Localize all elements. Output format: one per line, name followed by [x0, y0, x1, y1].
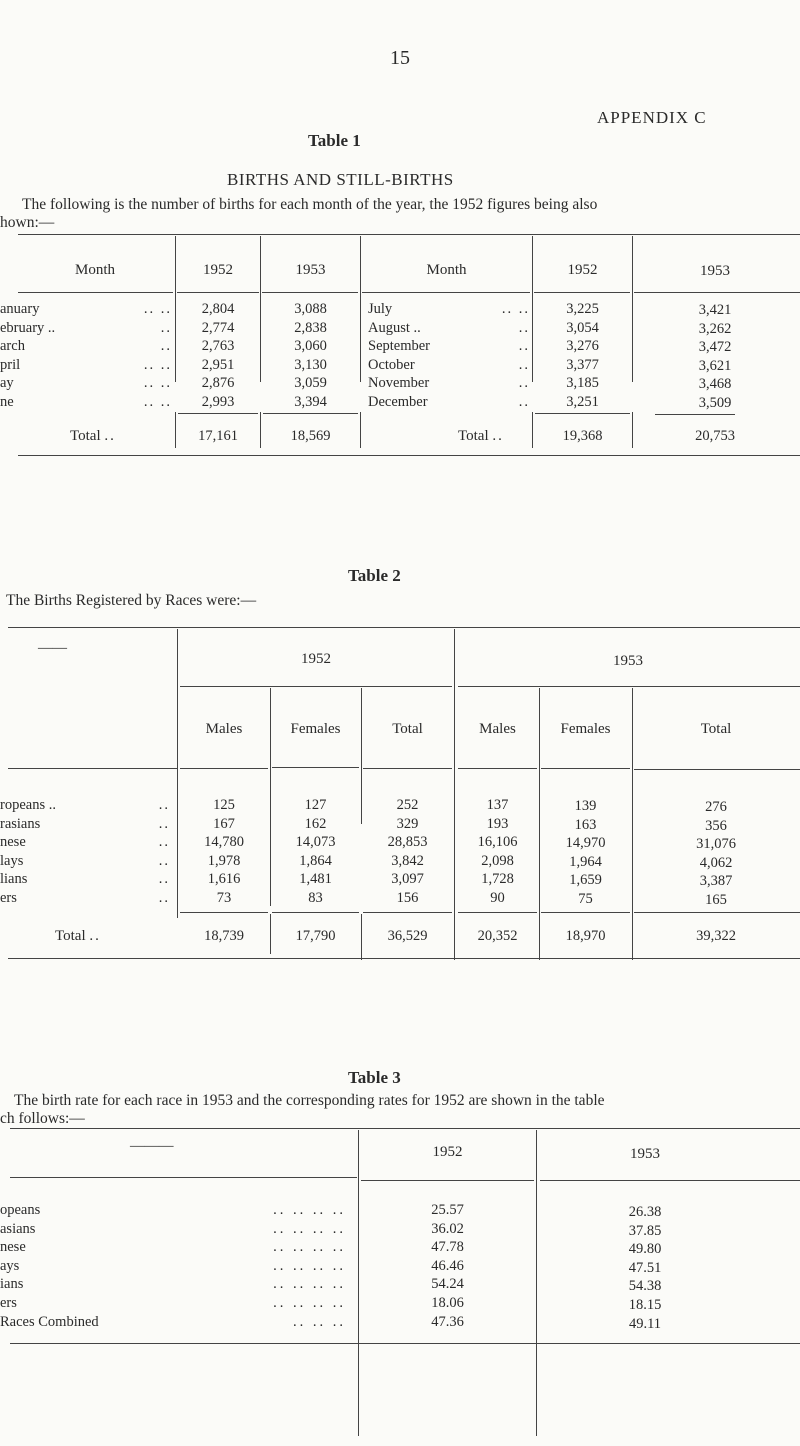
table1-caption: BIRTHS AND STILL-BIRTHS [227, 170, 454, 189]
total-label: Total [70, 428, 101, 444]
leader-dots: .. [104, 428, 116, 444]
table2-intro: The Births Registered by Races were:— [6, 592, 257, 609]
table2-header-females-1953: Females [560, 721, 611, 737]
value-cell: 18.06 [431, 1294, 464, 1311]
value-cell: 49.80 [628, 1241, 662, 1258]
value-cell: 162 [304, 815, 327, 832]
table1-left-1953 [263, 300, 358, 412]
month-label: ne [0, 393, 14, 410]
table1-left-months [0, 300, 108, 412]
leader-dots: .. .. .. .. [273, 1202, 346, 1218]
value-cell: 26.38 [628, 1204, 662, 1220]
value-cell: 90 [490, 889, 505, 906]
table2-total-1953 [634, 798, 798, 910]
table2-total-total-1952: 36,529 [387, 928, 428, 944]
value-cell: 1,964 [569, 853, 602, 870]
table1-col-divider [360, 412, 361, 448]
table1-sum-rule [178, 413, 258, 414]
table1-right-total-1953: 20,753 [695, 428, 735, 444]
table1-sum-rule [263, 413, 358, 414]
value-cell: 31,076 [696, 836, 736, 853]
table1-header-rule [362, 292, 530, 293]
table3-header-1952: 1952 [432, 1144, 463, 1160]
value-cell: 14,780 [204, 834, 244, 851]
table1-total-label [70, 428, 116, 445]
table1-left-dots [112, 300, 172, 412]
table3-races [0, 1201, 190, 1331]
value-cell: 4,062 [699, 854, 733, 871]
value-cell: 3,251 [566, 393, 599, 410]
month-label: July [368, 301, 393, 317]
table1-header-1953-2: 1953 [700, 263, 730, 279]
race-label: ers [0, 889, 17, 906]
value-cell: 139 [574, 798, 597, 814]
value-cell: 3,276 [566, 338, 599, 355]
table2-col-divider [270, 770, 271, 906]
value-cell: 37.85 [628, 1222, 662, 1239]
value-cell: 163 [574, 816, 597, 833]
table2-males-1952 [180, 796, 268, 908]
table1-top-rule [18, 234, 800, 235]
table2-header-total-1952: Total [392, 721, 423, 737]
table2-header-rule [272, 767, 359, 768]
value-cell: 137 [486, 797, 509, 813]
leader-dots: .. [158, 852, 170, 869]
value-cell: 165 [705, 891, 727, 908]
table1-header-1953: 1953 [295, 262, 326, 278]
table2-total-males-1953: 20,352 [477, 928, 518, 944]
table2-header-rule [634, 769, 800, 770]
value-cell: 75 [578, 890, 593, 907]
table3-bottom-rule [10, 1343, 800, 1344]
value-cell: 3,054 [566, 319, 599, 336]
value-cell: 73 [216, 889, 232, 906]
value-cell: 252 [396, 797, 419, 813]
table3-stub-header: ——— [130, 1138, 174, 1154]
table2-total-1952 [363, 796, 452, 908]
leader-dots: .. [158, 889, 170, 906]
leader-dots: .. .. [143, 356, 172, 373]
table3-rates-1953 [540, 1203, 750, 1333]
table1-bottom-rule [18, 455, 800, 456]
value-cell: 276 [705, 799, 727, 815]
table3-stub-divider [358, 1130, 359, 1436]
leader-dots: .. .. .. .. [273, 1239, 346, 1256]
value-cell: 3,060 [294, 338, 327, 355]
table1-header-1952: 1952 [203, 262, 233, 278]
table1-col-divider [532, 236, 533, 382]
table1-right-1953 [635, 301, 795, 413]
table2-total-females-1953: 18,970 [565, 928, 606, 944]
leader-dots: .. [518, 338, 530, 355]
table2-col-divider [539, 914, 540, 960]
value-cell: 54.38 [628, 1278, 662, 1295]
value-cell: 3,185 [566, 375, 599, 392]
total-label: Total [458, 428, 489, 444]
value-cell: 2,774 [201, 319, 235, 336]
table3-header-rule [361, 1180, 534, 1181]
month-label: pril [0, 356, 21, 373]
value-cell: 3,421 [698, 302, 732, 318]
leader-dots: .. [518, 356, 530, 373]
table2-col-divider [361, 770, 362, 822]
month-label: ebruary .. [0, 319, 56, 336]
table1-col-divider [360, 236, 361, 382]
leader-dots: .. [158, 797, 170, 813]
leader-dots: .. .. .. .. [273, 1257, 346, 1274]
table3-col-divider [536, 1130, 537, 1436]
table2-total-total-1953: 39,322 [696, 928, 736, 944]
value-cell: 3,130 [294, 356, 327, 373]
value-cell: 3,472 [698, 339, 732, 356]
value-cell: 125 [213, 797, 235, 813]
table2-col-divider [632, 914, 633, 960]
table1-col-divider [632, 412, 633, 448]
table3-intro-line1: The birth rate for each race in 1953 and the corresponding rates for 1952 are shown in the table [14, 1092, 605, 1109]
table2-header-total-1953: Total [700, 721, 732, 737]
value-cell: 127 [304, 797, 327, 813]
race-label: lays [0, 852, 24, 869]
table1-intro-line1: The following is the number of births for each month of the year, the 1952 figures being also [22, 196, 598, 213]
month-label: October [368, 356, 415, 373]
table1-right-total-label [458, 428, 504, 445]
value-cell: 167 [213, 815, 235, 832]
table1-col-divider [175, 412, 176, 448]
race-label: Races Combined [0, 1313, 99, 1330]
table2-sum-rule [180, 912, 268, 913]
leader-dots: .. .. .. .. [273, 1276, 346, 1293]
table1-col-divider [632, 236, 633, 382]
table2-col-divider [361, 914, 362, 960]
table2-total-males-1952: 18,739 [204, 928, 244, 944]
value-cell: 3,097 [391, 871, 424, 888]
table2-title: Table 2 [348, 566, 401, 585]
table1-col-divider [260, 412, 261, 448]
table1-right-1952 [535, 300, 630, 412]
value-cell: 2,951 [201, 356, 235, 373]
value-cell: 3,262 [698, 320, 732, 337]
race-label: ers [0, 1294, 17, 1311]
race-label: ians [0, 1276, 24, 1293]
value-cell: 3,059 [294, 375, 327, 392]
value-cell: 47.36 [431, 1313, 464, 1330]
table1-left-total-1952: 17,161 [198, 428, 238, 444]
value-cell: 1,481 [299, 871, 332, 888]
table2-sum-rule [541, 912, 630, 913]
table2-col-divider [270, 914, 271, 954]
value-cell: 3,225 [566, 301, 599, 317]
table2-females-1953 [541, 797, 630, 909]
value-cell: 3,468 [698, 376, 732, 393]
page-number: 15 [390, 47, 410, 69]
leader-dots: .. [518, 375, 530, 392]
value-cell: 156 [396, 889, 419, 906]
table2-year-rule [180, 686, 452, 687]
table2-year-1952: 1952 [301, 651, 331, 667]
table2-col-divider [632, 770, 633, 918]
table2-sum-rule [272, 912, 359, 913]
leader-dots: .. [158, 871, 170, 888]
leader-dots: .. .. [501, 301, 530, 317]
month-label: September [368, 338, 431, 355]
table1-header-1952-2: 1952 [567, 262, 598, 278]
race-label: ropeans .. [0, 797, 56, 813]
value-cell: 3,842 [391, 852, 424, 869]
table1-right-months [368, 300, 478, 412]
race-label: nese [0, 834, 26, 851]
table2-sum-rule [458, 912, 537, 913]
value-cell: 14,073 [295, 834, 336, 851]
table1-title: Table 1 [308, 131, 361, 150]
table2-header-rule [363, 768, 452, 769]
table2-sum-rule [634, 912, 800, 913]
value-cell: 47.78 [431, 1239, 464, 1256]
race-label: ays [0, 1257, 20, 1274]
table2-header-rule [458, 768, 537, 769]
table1-sum-rule [655, 414, 735, 415]
month-label: August .. [368, 319, 421, 336]
month-label: arch [0, 338, 25, 355]
table2-total-females-1952: 17,790 [295, 928, 336, 944]
value-cell: 18.15 [628, 1296, 662, 1313]
table1-intro-line2: hown:— [0, 214, 55, 231]
table3-header-1953: 1953 [630, 1146, 660, 1162]
table1-header-month-2: Month [426, 262, 467, 278]
value-cell: 1,978 [207, 852, 241, 869]
leader-dots: .. [158, 815, 170, 832]
leader-dots: .. [89, 928, 101, 944]
table1-col-divider [175, 236, 176, 382]
leader-dots: .. [492, 428, 504, 444]
table2-sum-rule [363, 912, 452, 913]
table2-females-1952 [272, 796, 359, 908]
table1-left-1952 [178, 300, 258, 412]
table1-left-total-1953: 18,569 [290, 428, 331, 444]
value-cell: 1,728 [481, 871, 514, 888]
table2-header-rule [8, 768, 178, 769]
table3-rates-1952 [361, 1201, 534, 1331]
table1-header-rule [18, 292, 173, 293]
value-cell: 83 [308, 889, 323, 906]
table1-right-total-1952: 19,368 [562, 428, 603, 444]
table3-top-rule [10, 1128, 800, 1129]
table2-stub-header: —— [38, 640, 67, 656]
value-cell: 2,098 [481, 852, 514, 869]
value-cell: 3,377 [566, 356, 599, 373]
appendix-label: APPENDIX C [597, 108, 707, 127]
table2-year-rule [458, 686, 800, 687]
leader-dots: .. .. .. .. [273, 1220, 346, 1237]
table1-header-rule [634, 292, 800, 293]
table2-races [0, 796, 120, 908]
value-cell: 2,804 [201, 301, 235, 317]
leader-dots: .. .. [143, 375, 172, 392]
race-label: asians [0, 1220, 36, 1237]
table2-year-divider [454, 770, 455, 918]
value-cell: 193 [486, 815, 509, 832]
table3-race-dots [196, 1201, 346, 1331]
race-label: lians [0, 871, 28, 888]
table1-header-month: Month [74, 262, 115, 278]
leader-dots: .. .. [143, 393, 172, 410]
table2-males-1953 [458, 796, 537, 908]
table1-col-divider [532, 412, 533, 448]
table1-sum-rule [535, 413, 630, 414]
value-cell: 25.57 [431, 1202, 464, 1218]
value-cell: 329 [396, 815, 419, 832]
table2-race-dots [126, 796, 170, 908]
table2-header-rule [541, 768, 630, 769]
table3-header-rule [10, 1177, 357, 1178]
value-cell: 356 [705, 817, 727, 834]
month-label: November [368, 375, 430, 392]
table2-total-label [55, 928, 101, 945]
leader-dots: .. [518, 393, 530, 410]
month-label: anuary [0, 301, 40, 317]
table2-header-males-1953: Males [479, 721, 516, 737]
value-cell: 3,088 [294, 301, 327, 317]
race-label: rasians [0, 815, 41, 832]
table2-header-rule [180, 768, 268, 769]
table3-header-rule [540, 1180, 800, 1181]
table3-intro-line2: ch follows:— [0, 1110, 85, 1127]
value-cell: 47.51 [628, 1259, 662, 1276]
value-cell: 3,394 [294, 393, 327, 410]
month-label: December [368, 393, 428, 410]
leader-dots: .. [518, 319, 530, 336]
value-cell: 2,763 [201, 338, 235, 355]
table1-right-dots [480, 300, 530, 412]
value-cell: 1,616 [207, 871, 241, 888]
value-cell: 14,970 [565, 835, 606, 852]
table2-col-divider [539, 770, 540, 918]
leader-dots: .. [160, 338, 172, 355]
month-label: ay [0, 375, 14, 392]
table1-col-divider [260, 236, 261, 382]
value-cell: 2,838 [294, 319, 327, 336]
leader-dots: .. .. .. [293, 1313, 346, 1330]
table2-year-divider [454, 914, 455, 960]
table2-stub-divider [177, 770, 178, 918]
table2-top-rule [8, 627, 800, 628]
value-cell: 28,853 [387, 834, 428, 851]
value-cell: 49.11 [628, 1315, 662, 1332]
value-cell: 1,659 [569, 872, 602, 889]
value-cell: 3,387 [699, 873, 733, 890]
table1-header-rule [262, 292, 358, 293]
leader-dots: .. .. .. .. [273, 1294, 346, 1311]
table2-year-1953: 1953 [613, 653, 643, 669]
value-cell: 1,864 [299, 852, 332, 869]
total-label: Total [55, 928, 86, 944]
race-label: opeans [0, 1202, 41, 1218]
table2-bottom-rule [8, 958, 800, 959]
value-cell: 3,621 [698, 357, 732, 374]
table3-title: Table 3 [348, 1068, 401, 1087]
table2-header-males-1952: Males [205, 721, 243, 737]
value-cell: 3,509 [698, 394, 732, 411]
leader-dots: .. [160, 319, 172, 336]
table1-header-rule [177, 292, 259, 293]
race-label: nese [0, 1239, 26, 1256]
value-cell: 46.46 [431, 1257, 464, 1274]
value-cell: 36.02 [431, 1220, 464, 1237]
value-cell: 54.24 [431, 1276, 464, 1293]
value-cell: 16,106 [477, 834, 518, 851]
value-cell: 2,993 [201, 393, 235, 410]
table2-header-females-1952: Females [290, 721, 341, 737]
leader-dots: .. [158, 834, 170, 851]
leader-dots: .. .. [143, 301, 172, 317]
value-cell: 2,876 [201, 375, 235, 392]
table1-header-rule [534, 292, 630, 293]
